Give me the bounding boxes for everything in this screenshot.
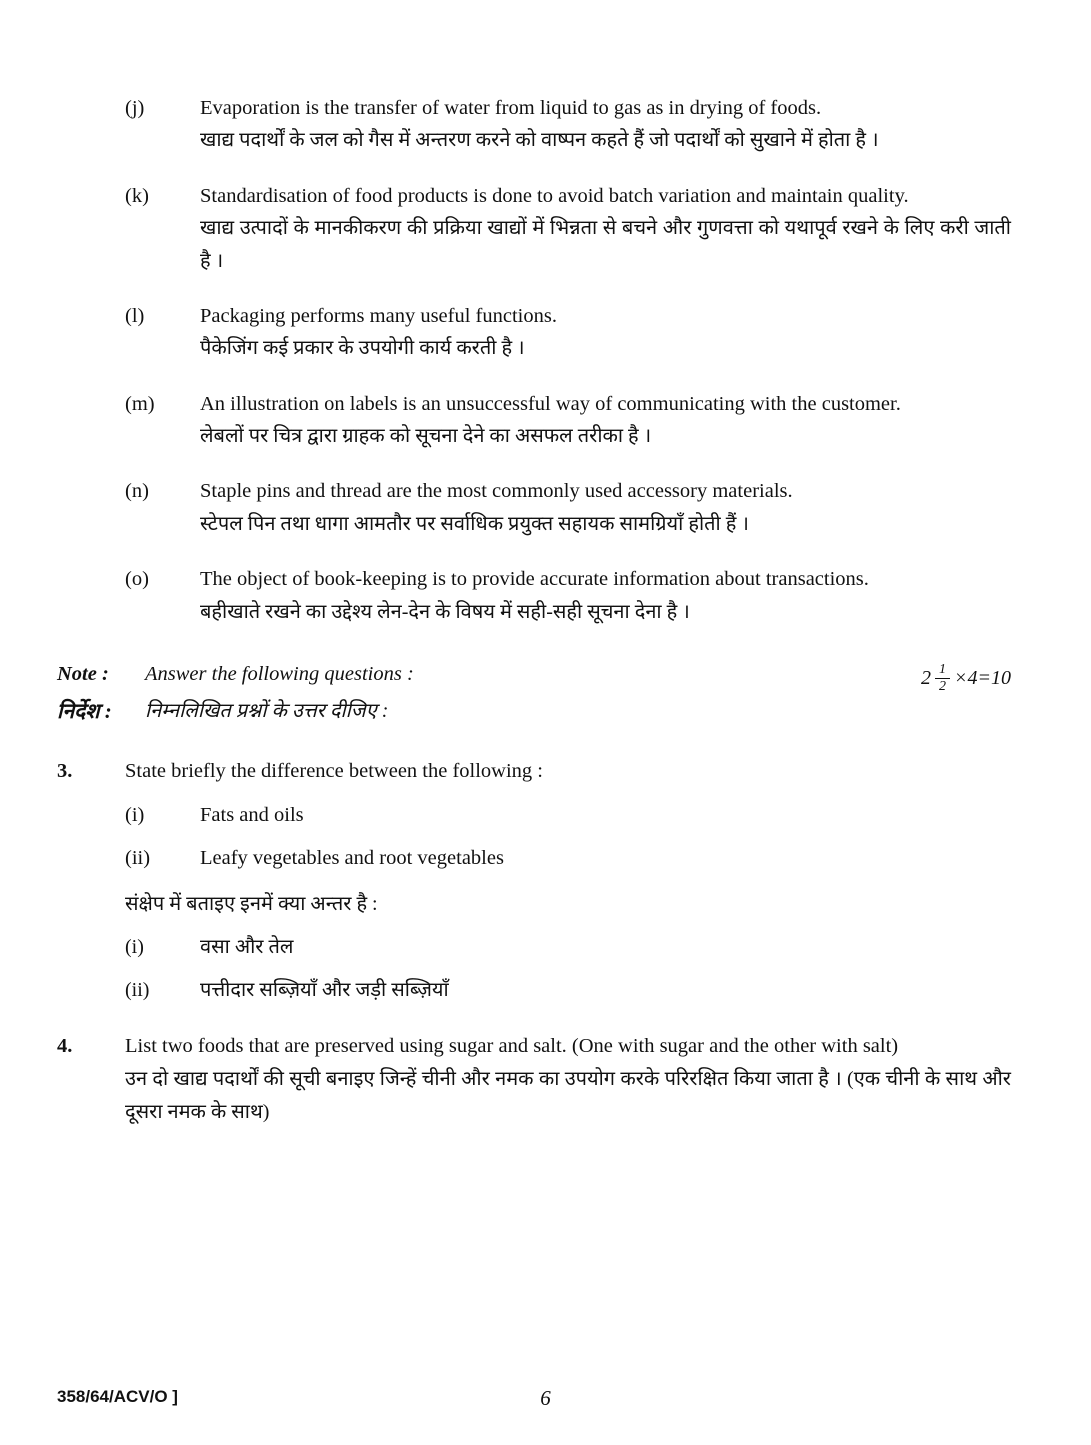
question-text-hindi: उन दो खाद्य पदार्थों की सूची बनाइए जिन्हें चीनी और नमक का उपयोग करके परिरक्षित किया जाता है । (एक चीनी के साथ और दूसरा नमक के साथ) xyxy=(125,1067,1011,1123)
sub-item-text: Fats and oils xyxy=(200,803,304,826)
sub-item-text: वसा और तेल xyxy=(200,936,294,959)
item-text-english: Standardisation of food products is done to avoid batch variation and maintain quality. xyxy=(200,184,909,207)
item-text-hindi: खाद्य उत्पादों के मानकीकरण की प्रक्रिया खाद्यों में भिन्नता से बचने और गुणवत्ता को यथापूर्व रखने के लिए करी जाती है । xyxy=(200,217,1011,272)
marks-fraction xyxy=(935,662,950,695)
item-label: (k) xyxy=(125,184,149,207)
item-text-english: Staple pins and thread are the most commonly used accessory materials. xyxy=(200,480,793,503)
item-text-hindi: स्टेपल पिन तथा धागा आमतौर पर सर्वाधिक प्रयुक्त सहायक सामग्रियाँ होती हैं । xyxy=(200,512,749,535)
item-text-english: An illustration on labels is an unsuccessful way of communicating with the customer. xyxy=(200,392,901,415)
list-item xyxy=(57,92,1011,157)
statement-list xyxy=(57,92,1011,628)
question-text-hindi: संक्षेप में बताइए इनमें क्या अन्तर है : xyxy=(125,893,378,916)
item-label: (j) xyxy=(125,97,145,119)
sub-item xyxy=(125,800,1011,832)
item-body xyxy=(200,92,1011,157)
note-text-hindi: निम्नलिखित प्रश्नों के उत्तर दीजिए : xyxy=(145,700,389,723)
item-label: (n) xyxy=(125,480,149,503)
note-label: Note : xyxy=(57,662,109,685)
item-body xyxy=(200,475,1011,540)
item-text-english: The object of book-keeping is to provide accurate information about transactions. xyxy=(200,568,869,591)
item-text-hindi: लेबलों पर चित्र द्वारा ग्राहक को सूचना देने का असफल तरीका है । xyxy=(200,425,652,448)
marks-value xyxy=(921,658,1011,695)
question-body xyxy=(125,1030,1011,1128)
note-row-english xyxy=(57,658,1011,695)
sub-item-label: (i) xyxy=(125,803,145,826)
list-item xyxy=(57,180,1011,277)
sub-item-text: पत्तीदार सब्ज़ियाँ और जड़ी सब्ज़ियाँ xyxy=(200,979,449,1002)
list-item xyxy=(57,563,1011,628)
list-item xyxy=(57,475,1011,540)
sub-item-hindi xyxy=(125,932,1011,963)
item-label: (o) xyxy=(125,568,149,591)
item-text-hindi: खाद्य पदार्थों के जल को गैस में अन्तरण करने को वाष्पन कहते हैं जो पदार्थों को सुखाने में होता है । xyxy=(200,129,879,152)
list-item xyxy=(57,388,1011,453)
sub-item-label: (ii) xyxy=(125,979,150,1002)
sub-item-text: Leafy vegetables and root vegetables xyxy=(200,847,504,870)
item-text-english: Evaporation is the transfer of water from liquid to gas as in drying of foods. xyxy=(200,97,822,119)
sub-item-hindi xyxy=(125,975,1011,1006)
question-body xyxy=(125,755,1011,1006)
question-3 xyxy=(57,755,1011,1006)
item-label: (m) xyxy=(125,392,155,415)
list-item xyxy=(57,300,1011,365)
marks-whole: 2 xyxy=(921,667,931,690)
question-4 xyxy=(57,1030,1011,1128)
item-body xyxy=(200,180,1011,277)
sub-item-label: (ii) xyxy=(125,847,151,870)
item-text-hindi: पैकेजिंग कई प्रकार के उपयोगी कार्य करती है । xyxy=(200,337,525,360)
question-number: 3. xyxy=(57,759,73,782)
note-row-hindi xyxy=(57,695,1011,729)
item-text-english: Packaging performs many useful functions. xyxy=(200,304,557,327)
item-body xyxy=(200,388,1011,453)
fraction-numerator: 1 xyxy=(935,662,950,679)
paper-code: 358/64/ACV/O ] xyxy=(57,1387,178,1406)
item-body xyxy=(200,563,1011,628)
item-label: (l) xyxy=(125,304,145,327)
fraction-denominator: 2 xyxy=(939,679,946,695)
question-text: List two foods that are preserved using sugar and salt. (One with sugar and the other with salt) xyxy=(125,1035,899,1058)
note-text: Answer the following questions : xyxy=(145,662,414,685)
marks-rest: ×4=10 xyxy=(954,667,1011,690)
item-text-hindi: बहीखाते रखने का उद्देश्य लेन-देन के विषय में सही-सही सूचना देना है । xyxy=(200,600,690,623)
item-body xyxy=(200,300,1011,365)
sub-item xyxy=(125,843,1011,875)
note-block xyxy=(57,658,1011,729)
page-number: 6 xyxy=(540,1386,551,1410)
note-label-hindi: निर्देश : xyxy=(57,699,112,724)
sub-item-label: (i) xyxy=(125,936,144,959)
question-text: State briefly the difference between the following : xyxy=(125,759,544,782)
question-number: 4. xyxy=(57,1035,73,1058)
